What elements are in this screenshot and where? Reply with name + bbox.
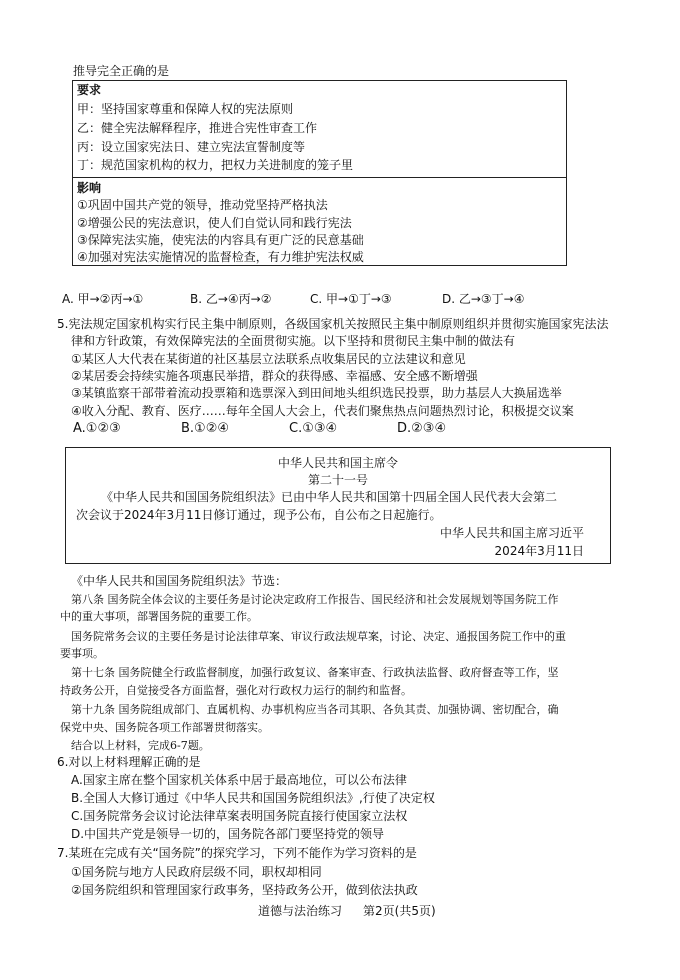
q4-requirement-item: 丙：设立国家宪法日、建立宪法宣誓制度等 <box>77 140 306 154</box>
q4-requirement-item: 甲：坚持国家尊重和保障人权的宪法原则 <box>77 102 294 116</box>
q5-stem-cont: 律和方针政策，有效保障宪法的全面贯彻实施。以下坚持和贯彻民主集中制的做法有 <box>71 334 516 348</box>
q4-effect-label: 影响 <box>77 181 102 195</box>
q5-item: ②某居委会持续实施各项惠民举措，群众的获得感、幸福感、安全感不断增强 <box>71 369 478 383</box>
decree-body: 《中华人民共和国国务院组织法》已由中华人民共和国第十四届全国人民代表大会第二 <box>101 490 558 504</box>
q4-option-d[interactable]: D. 乙→③丁→④ <box>442 292 525 306</box>
q5-option-c[interactable]: C.①③④ <box>289 421 338 436</box>
q5-item: ③某镇监察干部带着流动投票箱和选票深入到田间地头组织选民投票，助力基层人大换届选举 <box>71 386 562 400</box>
footer-subject: 道德与法治练习 <box>258 904 343 918</box>
q7-item: ②国务院组织和管理国家行政事务，坚持政务公开，做到依法执政 <box>71 883 418 897</box>
excerpt-line: 第十九条 国务院组成部门、直属机构、办事机构应当各司其职、各负其责、加强协调、密切配合，确 <box>71 703 559 716</box>
q4-effect-item: ②增强公民的宪法意识，使人们自觉认同和践行宪法 <box>77 216 352 230</box>
q4-table <box>72 80 567 266</box>
q6-option-c[interactable]: C.国务院常务会议讨论法律草案表明国务院直接行使国家立法权 <box>71 809 408 823</box>
decree-title: 中华人民共和国主席令 <box>277 456 398 470</box>
q4-option-a[interactable]: A. 甲→②丙→① <box>62 292 144 306</box>
excerpt-line: 保党中央、国务院各项工作部署贯彻落实。 <box>60 721 269 734</box>
q5-option-b[interactable]: B.①②④ <box>181 421 230 436</box>
decree-number: 第二十一号 <box>307 473 368 487</box>
q5-item: ①某区人大代表在某街道的社区基层立法联系点收集居民的立法建议和意见 <box>71 352 466 366</box>
q6-option-a[interactable]: A.国家主席在整个国家机关体系中居于最高地位，可以公布法律 <box>71 773 407 787</box>
decree-signer: 中华人民共和国主席习近平 <box>439 526 584 540</box>
excerpt-line: 第十七条 国务院健全行政监督制度，加强行政复议、备案审查、行政执法监督、政府督查等工作，坚 <box>71 666 559 679</box>
decree-body-cont: 次会议于2024年3月11日修订通过，现予公布，自公布之日起施行。 <box>76 508 442 522</box>
excerpt-line: 中的重大事项，部署国务院的重要工作。 <box>60 610 258 623</box>
q4-requirement-item: 乙：健全宪法解释程序，推进合宪性审查工作 <box>77 121 318 135</box>
q4-lead: 推导完全正确的是 <box>73 64 170 78</box>
q7-stem: 7.某班在完成有关“国务院”的探究学习，下列不能作为学习资料的是 <box>57 846 417 860</box>
excerpt-instruction: 结合以上材料，完成6-7题。 <box>71 739 210 752</box>
q6-option-b[interactable]: B.全国人大修订通过《中华人民共和国国务院组织法》,行使了决定权 <box>71 791 435 805</box>
q4-effect-item: ①巩固中国共产党的领导，推动党坚持严格执法 <box>77 198 328 212</box>
decree-date: 2024年3月11日 <box>494 544 584 558</box>
excerpt-line: 第八条 国务院全体会议的主要任务是讨论决定政府工作报告、国民经济和社会发展规划等国务院工作 <box>71 593 559 606</box>
q4-effect-item: ③保障宪法实施，使宪法的内容具有更广泛的民意基础 <box>77 233 364 247</box>
q5-option-a[interactable]: A.①②③ <box>73 421 121 436</box>
q6-option-d[interactable]: D.中国共产党是领导一切的，国务院各部门要坚持党的领导 <box>71 827 385 841</box>
table-divider <box>73 177 566 178</box>
excerpt-line: 要事项。 <box>60 647 104 660</box>
excerpt-title: 《中华人民共和国国务院组织法》节选： <box>71 574 288 588</box>
excerpt-line: 国务院常务会议的主要任务是讨论法律草案、审议行政法规草案，讨论、决定、通报国务院工作中的重 <box>71 630 566 643</box>
q4-option-b[interactable]: B. 乙→④丙→② <box>190 292 272 306</box>
excerpt-line: 持政务公开，自觉接受各方面监督，强化对行政权力运行的制约和监督。 <box>60 684 412 697</box>
q5-option-d[interactable]: D.②③④ <box>397 421 447 436</box>
q5-stem: 5.宪法规定国家机构实行民主集中制原则，各级国家机关按照民主集中制原则组织并贯彻实施国家宪法法 <box>57 317 609 331</box>
q4-requirement-label: 要求 <box>77 83 102 97</box>
decree-box <box>65 447 611 564</box>
q4-effect-item: ④加强对宪法实施情况的监督检查，有力维护宪法权威 <box>77 250 364 264</box>
q6-stem: 6.对以上材料理解正确的是 <box>57 755 201 769</box>
q4-option-c[interactable]: C. 甲→①丁→③ <box>310 292 392 306</box>
q7-item: ①国务院与地方人民政府层级不同，职权却相同 <box>71 865 322 879</box>
q5-item: ④收入分配、教育、医疗……每年全国人大会上，代表们聚焦热点问题热烈讨论，积极提交议案 <box>71 404 574 418</box>
footer-page-number: 第2页(共5页) <box>363 904 436 918</box>
q4-requirement-item: 丁：规范国家机构的权力，把权力关进制度的笼子里 <box>77 158 354 172</box>
